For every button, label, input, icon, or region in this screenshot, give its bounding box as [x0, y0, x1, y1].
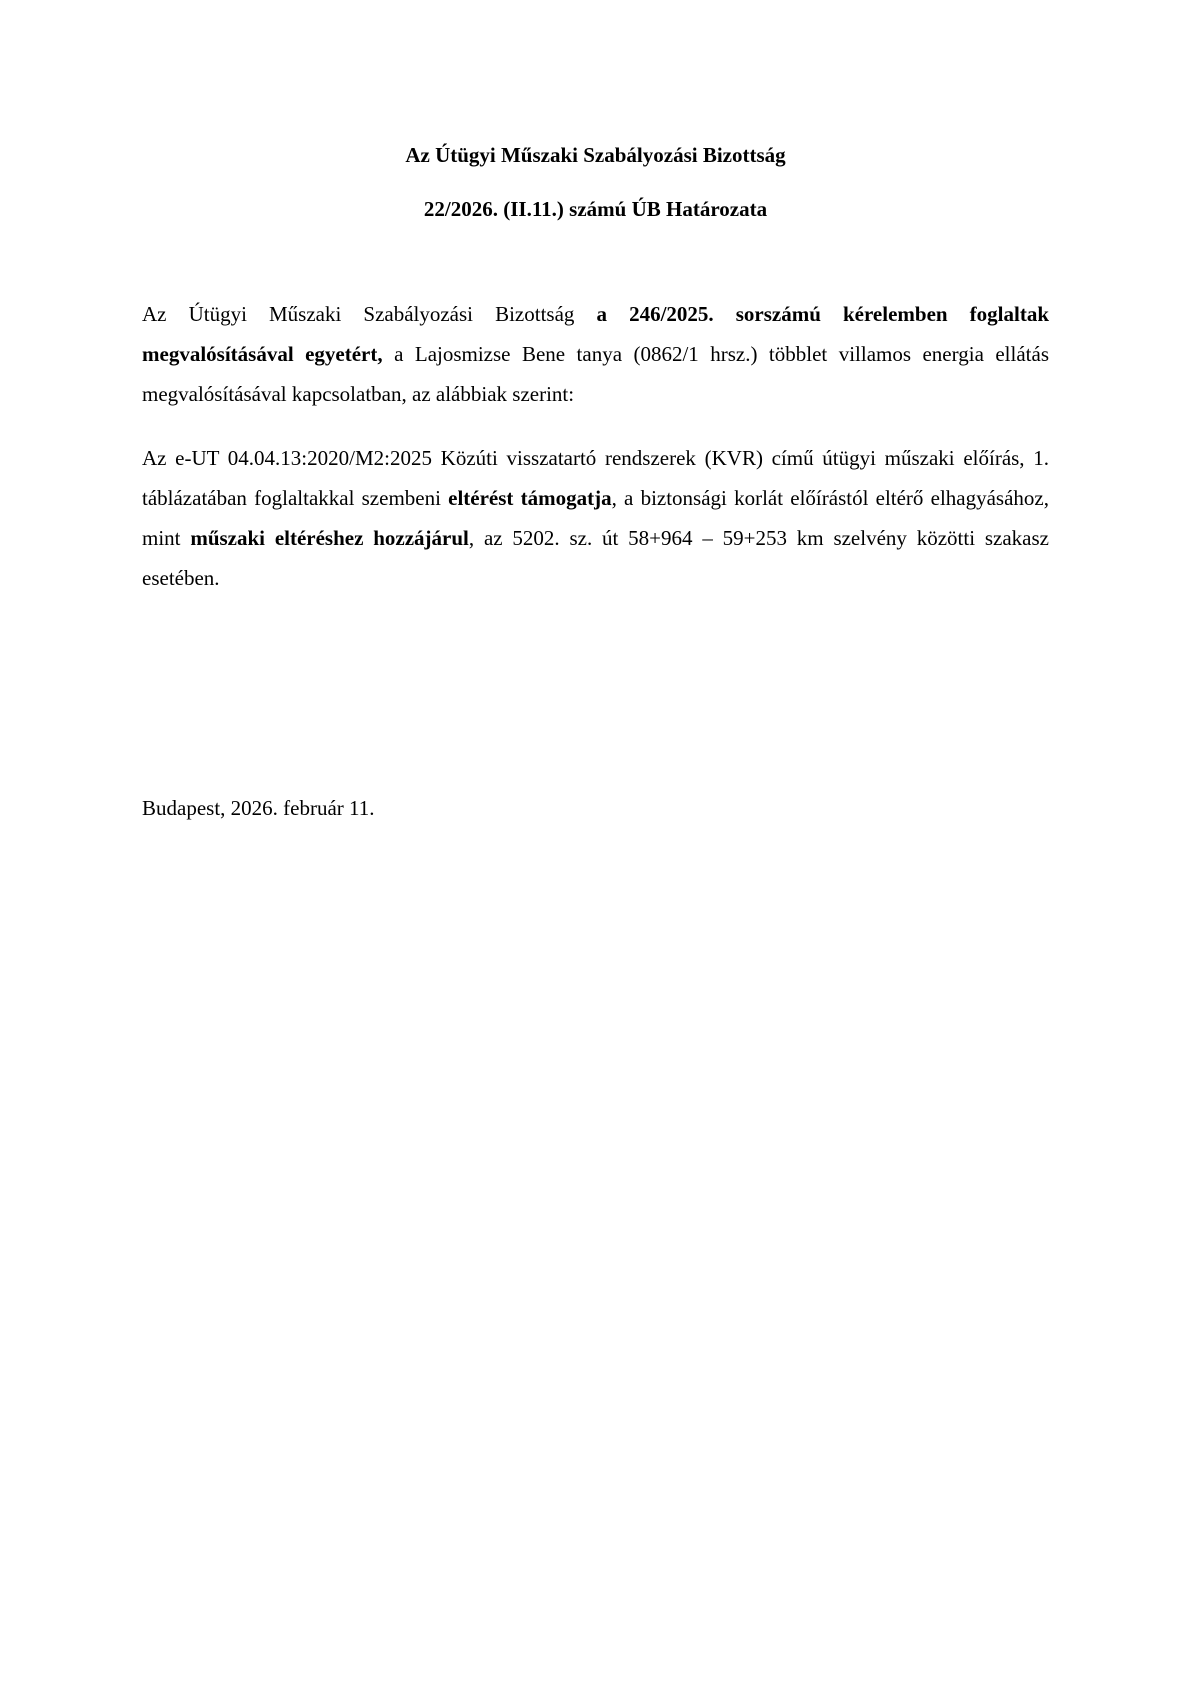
- document-title-line1: Az Útügyi Műszaki Szabályozási Bizottság: [405, 143, 786, 167]
- paragraph2-bold-text-2: műszaki eltéréshez hozzájárul: [190, 526, 469, 550]
- paragraph1-bold-text: a 246/2025. sorszámú kérelemben foglaltak megvalósításával egyetért,: [142, 302, 1049, 366]
- place-and-date: Budapest, 2026. február 11.: [142, 796, 375, 820]
- paragraph1-text-2: a Lajosmizse Bene tanya (0862/1 hrsz.) többlet villamos energia ellátás megvalósításával kapcsolatban, az alábbiak szerint:: [142, 342, 1049, 406]
- paragraph2-text-2: , a biztonsági korlát előírástól eltérő elhagyásához, mint: [142, 486, 1049, 550]
- paragraph2-bold-text-1: eltérést támogatja: [448, 486, 612, 510]
- paragraph1-text-1: Az Útügyi Műszaki Szabályozási Bizottság: [142, 302, 597, 326]
- paragraph2-text-3: , az 5202. sz. út 58+964 – 59+253 km szelvény közötti szakasz esetében.: [142, 526, 1049, 590]
- document-title-line2: 22/2026. (II.11.) számú ÚB Határozata: [423, 197, 768, 221]
- paragraph2-text-1: Az e-UT 04.04.13:2020/M2:2025 Közúti visszatartó rendszerek (KVR) című útügyi műszaki előírás, 1. táblázatában foglaltakkal szembeni: [142, 446, 1049, 510]
- resolution-paragraph-2: [142, 438, 1049, 598]
- resolution-paragraph-1: [142, 294, 1049, 414]
